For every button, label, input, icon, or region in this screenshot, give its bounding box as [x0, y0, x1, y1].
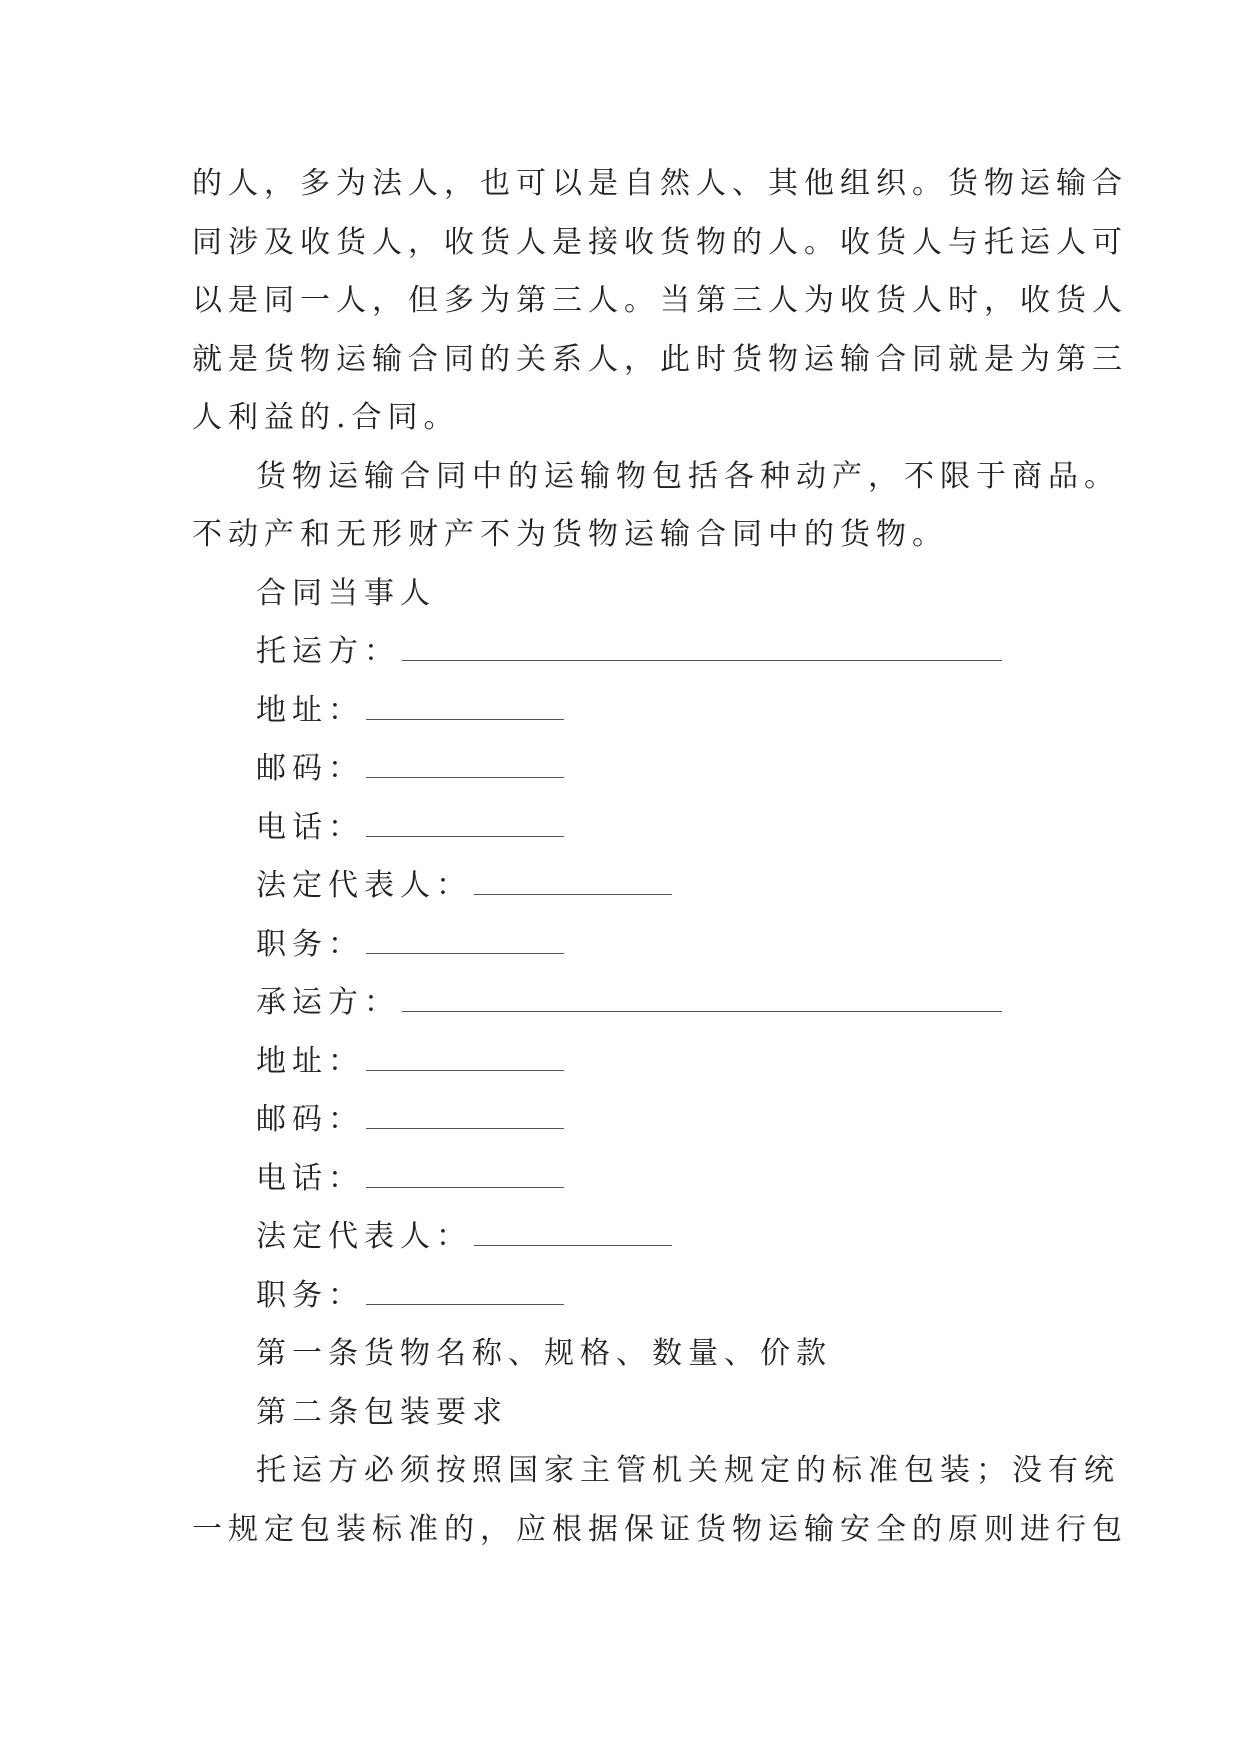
shipper-position-blank[interactable]	[366, 937, 564, 954]
paragraph-line: 人利益的.合同。	[192, 400, 460, 435]
shipper-postcode-label: 邮码：	[256, 751, 364, 786]
paragraph-line: 一规定包装标准的，应根据保证货物运输安全的原则进行包	[192, 1511, 1128, 1547]
shipper-postcode-field	[192, 740, 1052, 799]
carrier-address-label: 地址：	[256, 1043, 364, 1079]
carrier-legal-rep-blank[interactable]	[474, 1229, 672, 1246]
carrier-phone-field	[192, 1150, 1052, 1209]
shipper-position-field	[192, 916, 1052, 975]
carrier-phone-blank[interactable]	[366, 1171, 564, 1188]
shipper-label: 托运方：	[256, 634, 400, 669]
article2-title: 第二条包装要求	[256, 1394, 508, 1430]
shipper-legal-rep-blank[interactable]	[474, 878, 672, 895]
carrier-postcode-field	[192, 1091, 1052, 1150]
shipper-legal-rep-label: 法定代表人：	[256, 868, 472, 903]
paragraph-line: 以是同一人，但多为第三人。当第三人为收货人时，收货人	[192, 283, 1128, 318]
article1-title: 第一条货物名称、规格、数量、价款	[256, 1336, 832, 1371]
paragraph-line: 不动产和无形财产不为货物运输合同中的货物。	[192, 517, 948, 552]
paragraph-line: 的人，多为法人，也可以是自然人、其他组织。货物运输合	[192, 166, 1128, 201]
shipper-phone-label: 电话：	[256, 809, 364, 845]
paragraph-line: 同涉及收货人，收货人是接收货物的人。收货人与托运人可	[192, 224, 1128, 260]
carrier-field	[192, 974, 1052, 1033]
carrier-position-label: 职务：	[256, 1277, 364, 1313]
carrier-label: 承运方：	[256, 985, 400, 1020]
parties-heading: 合同当事人	[256, 575, 436, 611]
paragraph-line: 托运方必须按照国家主管机关规定的标准包装；没有统	[256, 1453, 1120, 1488]
shipper-address-field	[192, 682, 1052, 741]
shipper-postcode-blank[interactable]	[366, 761, 564, 778]
carrier-address-blank[interactable]	[366, 1054, 564, 1071]
shipper-field	[192, 623, 1052, 682]
carrier-position-field	[192, 1267, 1052, 1326]
carrier-legal-rep-label: 法定代表人：	[256, 1219, 472, 1254]
shipper-phone-field	[192, 799, 1052, 858]
shipper-position-label: 职务：	[256, 926, 364, 962]
shipper-legal-rep-field	[192, 857, 1052, 916]
shipper-blank[interactable]	[402, 644, 1002, 661]
paragraph-line: 货物运输合同中的运输物包括各种动产，不限于商品。	[256, 458, 1120, 494]
carrier-position-blank[interactable]	[366, 1288, 564, 1305]
shipper-phone-blank[interactable]	[366, 820, 564, 837]
carrier-postcode-label: 邮码：	[256, 1102, 364, 1137]
carrier-blank[interactable]	[402, 995, 1002, 1012]
shipper-address-blank[interactable]	[366, 703, 564, 720]
carrier-phone-label: 电话：	[256, 1160, 364, 1196]
paragraph-line: 就是货物运输合同的关系人，此时货物运输合同就是为第三	[192, 341, 1128, 377]
carrier-address-field	[192, 1033, 1052, 1092]
carrier-postcode-blank[interactable]	[366, 1112, 564, 1129]
document-body	[192, 155, 1128, 1559]
shipper-address-label: 地址：	[256, 692, 364, 728]
carrier-legal-rep-field	[192, 1208, 1052, 1267]
